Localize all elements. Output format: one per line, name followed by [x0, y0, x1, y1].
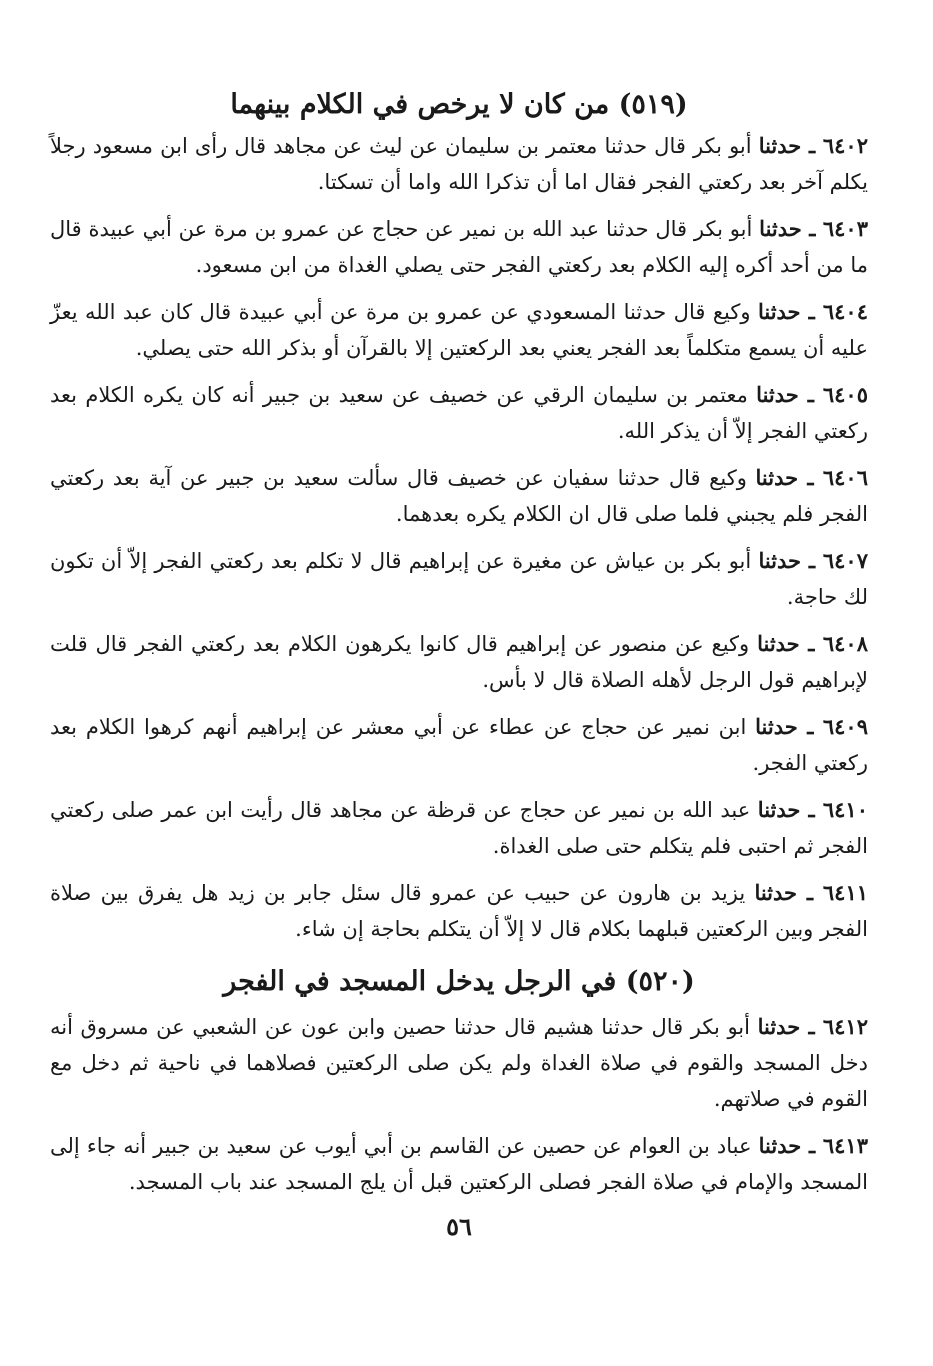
- hadith-entry: ٦٤٠٣ ـ حدثنا أبو بكر قال حدثنا عبد الله بن نمير عن حجاج عن عمرو بن مرة عن أبي عبيدة قال ما من أحد أكره إليه الكلام بعد ركعتي الفجر حتى يصلي الغداة من ابن مسعود.: [50, 216, 868, 277]
- hadith-number: ٦٤٠٧: [822, 548, 868, 573]
- hadith-number: ٦٤٠٩: [822, 714, 868, 739]
- hadith-text: عباد بن العوام عن حصين عن القاسم بن أبي أيوب عن سعيد بن جبير أنه جاء إلى المسجد والإمام في صلاة الفجر فصلى الركعتين قبل أن يلج المسجد عند باب المسجد.: [50, 1134, 868, 1194]
- hadith-text: أبو بكر قال حدثنا هشيم قال حدثنا حصين وابن عون عن الشعبي عن مسروق أنه دخل المسجد والقوم في صلاة الغداة ولم يكن صلى الركعتين فصلاهما في ناحية ثم دخل مع القوم في صلاتهم.: [50, 1015, 868, 1111]
- hadith-number: ٦٤٠٨: [822, 631, 868, 656]
- hadith-text: عبد الله بن نمير عن حجاج عن قرظة عن مجاهد قال رأيت ابن عمر صلى ركعتي الفجر ثم احتبى فلم يتكلم حتى صلى الغداة.: [50, 798, 868, 858]
- hadith-number: ٦٤١٢: [822, 1014, 868, 1039]
- hadith-text: أبو بكر بن عياش عن مغيرة عن إبراهيم قال لا تكلم بعد ركعتي الفجر إلاّ أن تكون لك حاجة.: [50, 549, 868, 609]
- hadith-lead: حدثنا: [757, 631, 800, 656]
- hadith-entry: ٦٤٠٤ ـ حدثنا وكيع قال حدثنا المسعودي عن عمرو بن مرة عن أبي عبيدة قال كان عبد الله يعزّ عليه أن يسمع متكلماً بعد الفجر يعني بعد الركعتين إلا بالقرآن أو بذكر الله حتى يصلي.: [50, 299, 868, 360]
- hadith-lead: حدثنا: [758, 1133, 802, 1158]
- hadith-lead: حدثنا: [759, 216, 802, 241]
- hadith-text: وكيع عن منصور عن إبراهيم قال كانوا يكرهون الكلام بعد ركعتي الفجر قال قلت لإبراهيم قول الرجل لأهله الصلاة قال لا بأس.: [50, 632, 868, 692]
- hadith-number: ٦٤٠٦: [822, 465, 868, 490]
- hadith-lead: حدثنا: [757, 1014, 801, 1039]
- hadith-number: ٦٤٠٢: [822, 133, 868, 158]
- hadith-number: ٦٤١١: [822, 880, 869, 905]
- hadith-text: يزيد بن هارون عن حبيب عن عمرو قال سئل جابر بن زيد هل يفرق بين صلاة الفجر وبين الركعتين قبلهما بكلام قال لا إلاّ أن يتكلم بحاجة إن شاء.: [50, 881, 868, 941]
- document-page: [50, 80, 868, 1280]
- hadith-lead: حدثنا: [758, 548, 802, 573]
- hadith-entry: ٦٤١١ ـ حدثنا يزيد بن هارون عن حبيب عن عمرو قال سئل جابر بن زيد هل يفرق بين صلاة الفجر وبين الركعتين قبلهما بكلام قال لا إلاّ أن يتكلم بحاجة إن شاء.: [50, 880, 869, 941]
- section-heading: (٥٢٠) في الرجل يدخل المسجد في الفجر: [223, 966, 695, 997]
- hadith-number: ٦٤١٠: [822, 797, 868, 822]
- hadith-text: وكيع قال حدثنا سفيان عن خصيف قال سألت سعيد بن جبير عن آية بعد ركعتي الفجر فلم يجبني فلما صلى قال ان الكلام يكره بعدهما.: [50, 466, 868, 526]
- hadith-lead: حدثنا: [757, 797, 801, 822]
- hadith-text: ابن نمير عن حجاج عن عطاء عن أبي معشر عن إبراهيم أنهم كرهوا الكلام بعد ركعتي الفجر.: [50, 715, 868, 775]
- hadith-number: ٦٤٠٥: [822, 382, 868, 407]
- section-heading: (٥١٩) من كان لا يرخص في الكلام بينهما: [230, 89, 688, 120]
- hadith-entry: ٦٤٠٢ ـ حدثنا أبو بكر قال حدثنا معتمر بن سليمان عن ليث عن مجاهد قال رأى ابن مسعود رجلاً يكلم آخر بعد ركعتي الفجر فقال اما أن تذكرا الله واما أن تسكتا.: [50, 133, 868, 194]
- hadith-lead: حدثنا: [755, 465, 799, 490]
- hadith-entry: ٦٤٠٩ ـ حدثنا ابن نمير عن حجاج عن عطاء عن أبي معشر عن إبراهيم أنهم كرهوا الكلام بعد ركعتي الفجر.: [50, 714, 868, 775]
- hadith-entry: ٦٤٠٦ ـ حدثنا وكيع قال حدثنا سفيان عن خصيف قال سألت سعيد بن جبير عن آية بعد ركعتي الفجر فلم يجبني فلما صلى قال ان الكلام يكره بعدهما.: [50, 465, 868, 526]
- hadith-lead: حدثنا: [754, 880, 798, 905]
- page-number: ٥٦: [446, 1212, 472, 1241]
- hadith-number: ٦٤٠٣: [822, 216, 868, 241]
- hadith-text: وكيع قال حدثنا المسعودي عن عمرو بن مرة عن أبي عبيدة قال كان عبد الله يعزّ عليه أن يسمع متكلماً بعد الفجر يعني بعد الركعتين إلا بالقرآن أو بذكر الله حتى يصلي.: [50, 300, 868, 360]
- hadith-entry: ٦٤١٣ ـ حدثنا عباد بن العوام عن حصين عن القاسم بن أبي أيوب عن سعيد بن جبير أنه جاء إلى المسجد والإمام في صلاة الفجر فصلى الركعتين قبل أن يلج المسجد عند باب المسجد.: [50, 1133, 868, 1194]
- hadith-number: ٦٤٠٤: [822, 299, 868, 324]
- hadith-entry: ٦٤٠٨ ـ حدثنا وكيع عن منصور عن إبراهيم قال كانوا يكرهون الكلام بعد ركعتي الفجر قال قلت لإبراهيم قول الرجل لأهله الصلاة قال لا بأس.: [50, 631, 868, 692]
- hadith-entry: ٦٤١٠ ـ حدثنا عبد الله بن نمير عن حجاج عن قرظة عن مجاهد قال رأيت ابن عمر صلى ركعتي الفجر ثم احتبى فلم يتكلم حتى صلى الغداة.: [50, 797, 868, 858]
- hadith-entry: ٦٤٠٧ ـ حدثنا أبو بكر بن عياش عن مغيرة عن إبراهيم قال لا تكلم بعد ركعتي الفجر إلاّ أن تكون لك حاجة.: [50, 548, 868, 609]
- hadith-number: ٦٤١٣: [822, 1133, 868, 1158]
- hadith-lead: حدثنا: [758, 133, 802, 158]
- hadith-text: معتمر بن سليمان الرقي عن خصيف عن سعيد بن جبير أنه كان يكره الكلام بعد ركعتي الفجر إلاّ أن يذكر الله.: [50, 383, 868, 443]
- hadith-lead: حدثنا: [755, 714, 798, 739]
- hadith-lead: حدثنا: [756, 382, 799, 407]
- hadith-entry: ٦٤١٢ ـ حدثنا أبو بكر قال حدثنا هشيم قال حدثنا حصين وابن عون عن الشعبي عن مسروق أنه دخل المسجد والقوم في صلاة الغداة ولم يكن صلى الركعتين فصلاهما في ناحية ثم دخل مع القوم في صلاتهم.: [50, 1014, 868, 1111]
- hadith-text: أبو بكر قال حدثنا عبد الله بن نمير عن حجاج عن عمرو بن مرة عن أبي عبيدة قال ما من أحد أكره إليه الكلام بعد ركعتي الفجر حتى يصلي الغداة من ابن مسعود.: [50, 217, 868, 277]
- hadith-entry: ٦٤٠٥ ـ حدثنا معتمر بن سليمان الرقي عن خصيف عن سعيد بن جبير أنه كان يكره الكلام بعد ركعتي الفجر إلاّ أن يذكر الله.: [50, 382, 868, 443]
- hadith-lead: حدثنا: [757, 299, 801, 324]
- hadith-text: أبو بكر قال حدثنا معتمر بن سليمان عن ليث عن مجاهد قال رأى ابن مسعود رجلاً يكلم آخر بعد ركعتي الفجر فقال اما أن تذكرا الله واما أن تسكتا.: [50, 134, 868, 194]
